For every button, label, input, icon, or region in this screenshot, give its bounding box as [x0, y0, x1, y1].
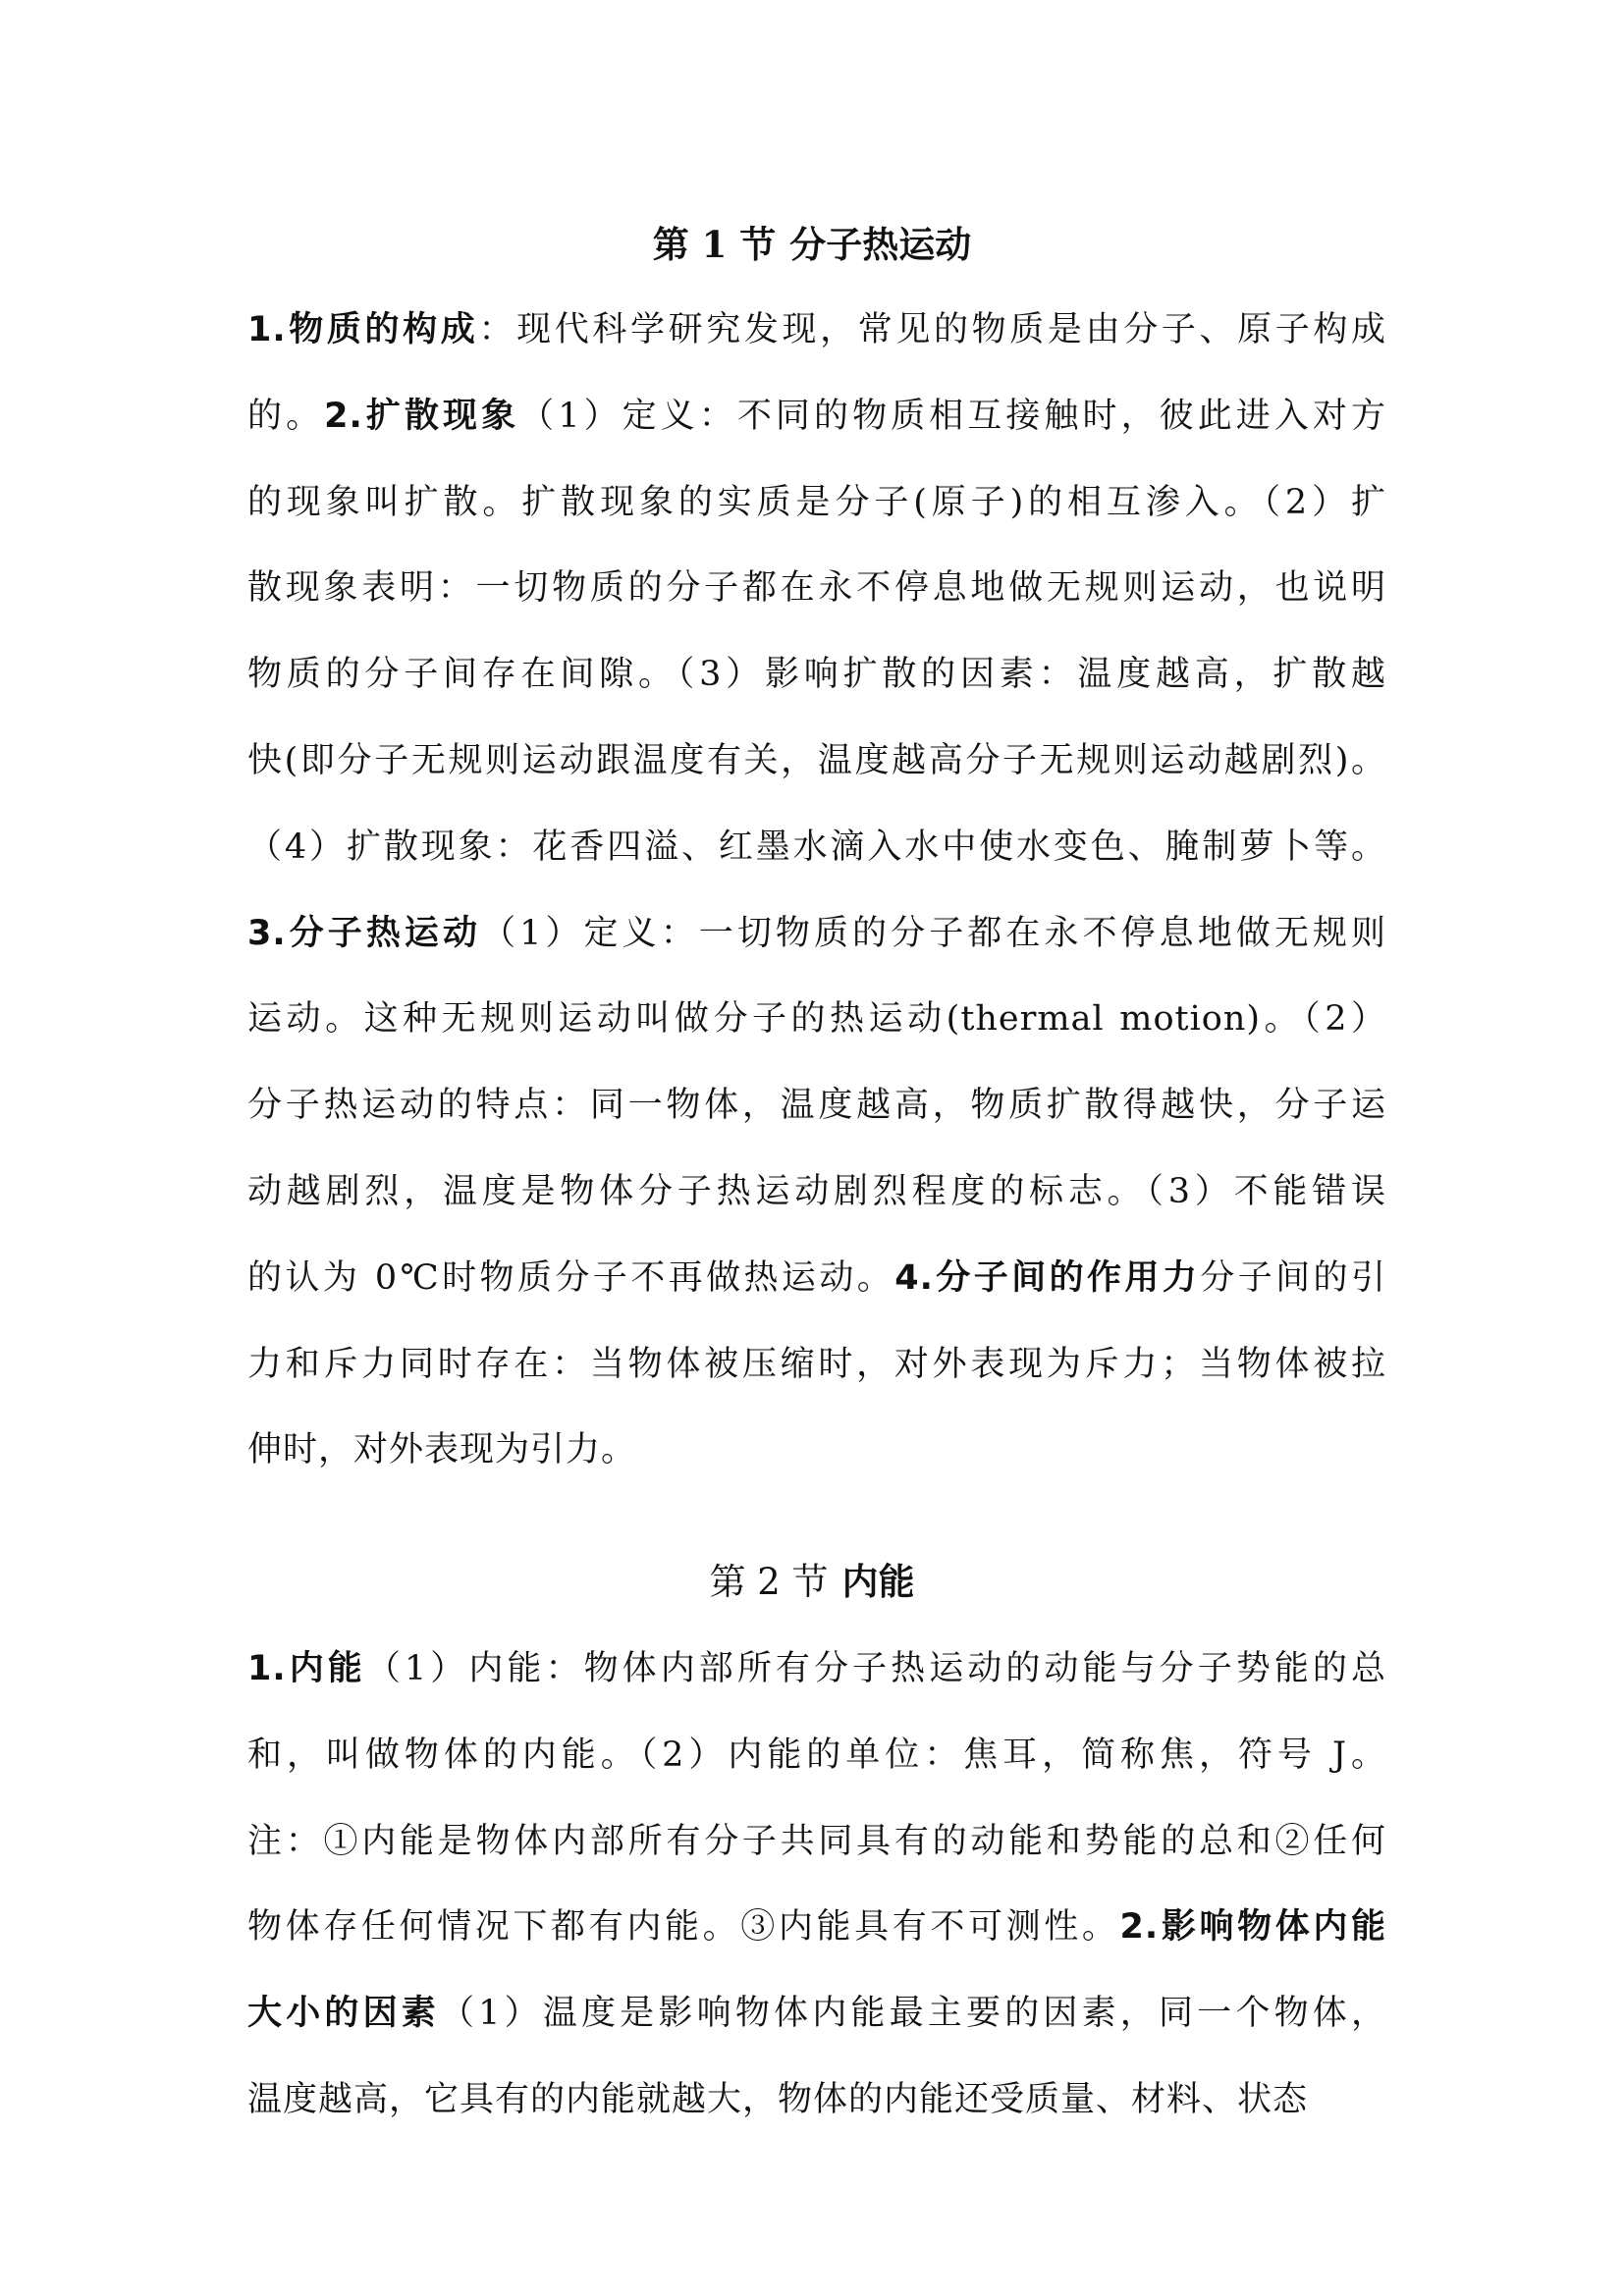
- section1-line: [247, 904, 1386, 963]
- text-run: 动越剧烈，温度是物体分子热运动剧烈程度的标志。（3）不能错误: [247, 1172, 1386, 1211]
- section2-line: [247, 1984, 1386, 2043]
- section1-line: [247, 1249, 1386, 1308]
- text-run: ：现代科学研究发现，常见的物质是由分子、原子构成: [478, 310, 1386, 349]
- text-run: 快(即分子无规则运动跟温度有关，温度越高分子无规则运动越剧烈)。: [247, 741, 1386, 780]
- text-run: （1）内能：物体内部所有分子热运动的动能与分子势能的总: [365, 1649, 1386, 1688]
- section1-line: [247, 1420, 1386, 1479]
- section1-line: [247, 818, 1386, 877]
- section2-line: [247, 1897, 1386, 1956]
- bold-term: 2.扩散现象: [324, 396, 520, 436]
- section1-line: [247, 1162, 1386, 1221]
- text-run: 伸时，对外表现为引力。: [247, 1430, 637, 1470]
- section1-line: [247, 387, 1386, 446]
- text-run: 注：①内能是物体内部所有分子共同具有的动能和势能的总和②任何: [247, 1821, 1386, 1861]
- section2-line: [247, 1726, 1386, 1785]
- section-2-title: [0, 1559, 1624, 1605]
- text-run: 物体存任何情况下都有内能。③内能具有不可测性。: [247, 1907, 1120, 1948]
- text-run: 温度越高，它具有的内能就越大，物体的内能还受质量、材料、状态: [247, 2080, 1309, 2119]
- section-1-name: 分子热运动: [789, 223, 972, 266]
- text-run: （1）定义：不同的物质相互接触时，彼此进入对方: [519, 396, 1386, 436]
- text-run: （1）定义：一切物质的分子都在永不停息地做无规则: [481, 913, 1386, 953]
- text-run: （4）扩散现象：花香四溢、红墨水滴入水中使水变色、腌制萝卜等。: [247, 827, 1386, 867]
- text-run: 和，叫做物体的内能。（2）内能的单位：焦耳，简称焦，符号 J。: [247, 1735, 1386, 1775]
- text-run: 散现象表明：一切物质的分子都在永不停息地做无规则运动，也说明: [247, 568, 1386, 609]
- section1-line: [247, 559, 1386, 617]
- section1-line: [247, 300, 1386, 359]
- section1-line: [247, 989, 1386, 1048]
- section2-line: [247, 1639, 1386, 1698]
- section-2-number: 第 2 节: [709, 1561, 829, 1603]
- section-1-number: 第 1 节: [652, 223, 777, 266]
- section2-line: [247, 1812, 1386, 1871]
- section2-line: [247, 2070, 1386, 2129]
- bold-term: 4.分子间的作用力: [894, 1257, 1201, 1298]
- text-run: 物质的分子间存在间隙。（3）影响扩散的因素：温度越高，扩散越: [247, 655, 1386, 695]
- text-run: 运动。这种无规则运动叫做分子的热运动(thermal motion)。（2）: [247, 999, 1386, 1040]
- section1-line: [247, 731, 1386, 790]
- bold-term: 1.物质的构成: [247, 310, 479, 349]
- section1-line: [247, 473, 1386, 532]
- text-run: 的。: [247, 396, 325, 436]
- text-run: 的现象叫扩散。扩散现象的实质是分子(原子)的相互渗入。（2）扩: [247, 482, 1386, 522]
- section-2-name: 内能: [841, 1560, 915, 1603]
- text-run: （1）温度是影响物体内能最主要的因素，同一个物体，: [439, 1994, 1386, 2034]
- section1-line: [247, 1335, 1386, 1394]
- bold-term: 3.分子热运动: [247, 913, 482, 953]
- section1-line: [247, 645, 1386, 704]
- text-run: 的认为 0℃时物质分子不再做热运动。: [247, 1257, 895, 1298]
- bold-term: 2.影响物体内能: [1119, 1907, 1386, 1948]
- text-run: 分子热运动的特点：同一物体，温度越高，物质扩散得越快，分子运: [247, 1086, 1386, 1126]
- text-run: 分子间的引: [1200, 1257, 1386, 1298]
- bold-term: 1.内能: [247, 1649, 366, 1688]
- text-run: 力和斥力同时存在：当物体被压缩时，对外表现为斥力；当物体被拉: [247, 1344, 1386, 1384]
- bold-term: 大小的因素: [247, 1994, 440, 2034]
- section-1-title: [0, 222, 1624, 268]
- section1-line: [247, 1076, 1386, 1135]
